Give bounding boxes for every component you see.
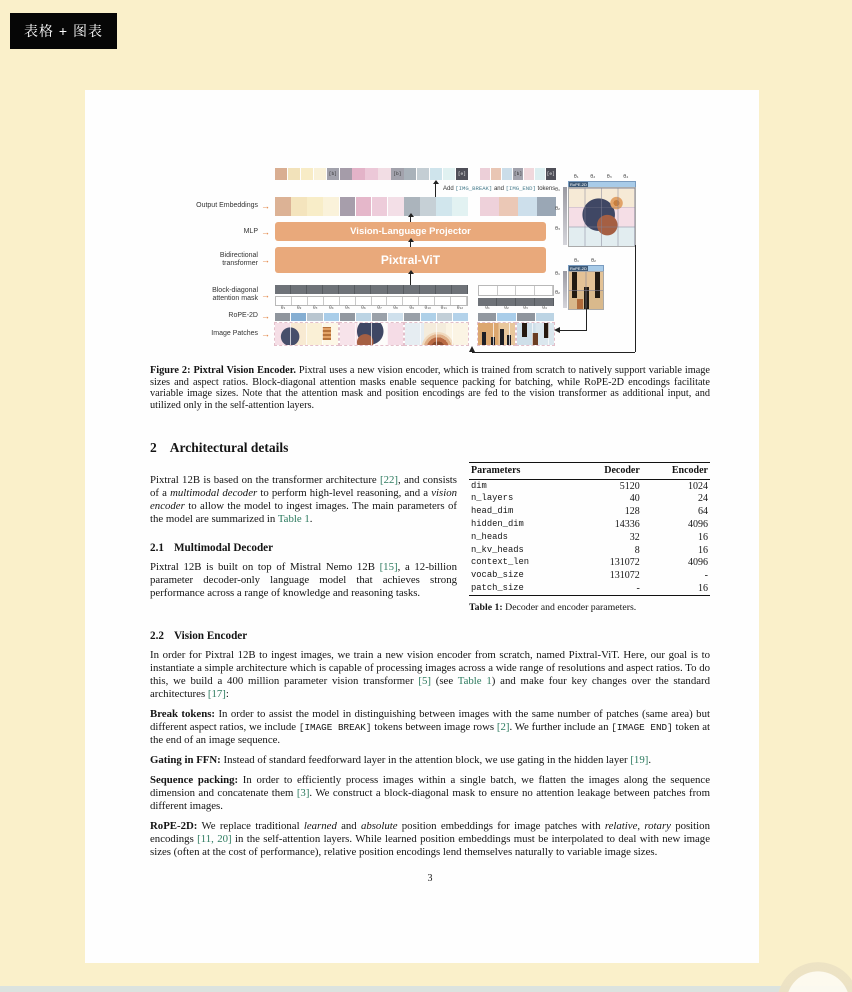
embedding-cell bbox=[372, 313, 387, 321]
embedding-cell bbox=[443, 168, 455, 180]
section-2-1-paragraph bbox=[150, 561, 457, 600]
text-segment: Table 1: bbox=[469, 601, 503, 613]
rope-theta-labels-left bbox=[275, 306, 468, 311]
mask-cell bbox=[403, 297, 419, 306]
gating-ffn-paragraph bbox=[150, 754, 710, 767]
embedding-cell bbox=[340, 197, 356, 216]
mini-grid-bottom-axis-bar bbox=[563, 271, 567, 308]
text-segment: . We further include an bbox=[509, 720, 612, 733]
mask-cell bbox=[356, 297, 372, 306]
theta-label: θ₆ bbox=[361, 306, 366, 311]
img-end-token: [e] bbox=[546, 168, 556, 180]
theta-label: θ₁ bbox=[554, 271, 561, 277]
floating-button-ghost[interactable] bbox=[777, 962, 852, 992]
citation-link[interactable]: Table 1 bbox=[457, 674, 492, 687]
mask-cell bbox=[291, 285, 307, 294]
param-value-cell: 16 bbox=[698, 544, 708, 556]
theta-label: θ₁ bbox=[485, 306, 490, 311]
table-row bbox=[469, 493, 710, 506]
param-value-cell: 4096 bbox=[688, 557, 708, 569]
text-segment: absolute bbox=[360, 819, 398, 832]
attention-mask-left bbox=[275, 285, 468, 308]
mask-cell bbox=[276, 297, 292, 306]
param-value-cell: 32 bbox=[629, 531, 640, 543]
text-segment: Decoder and encoder parameters. bbox=[502, 601, 637, 613]
paper-content bbox=[85, 160, 759, 884]
mask-cell bbox=[535, 298, 554, 307]
param-value-cell: 40 bbox=[629, 493, 640, 505]
right-arrow-icon: → bbox=[261, 329, 270, 339]
image-patch-arc-orange bbox=[405, 323, 468, 345]
right-arrow-icon: → bbox=[261, 201, 270, 211]
citation-link[interactable]: [15] bbox=[379, 561, 398, 574]
text-segment: position encodings bbox=[150, 819, 710, 845]
embedding-cell bbox=[340, 313, 355, 321]
theta-label: θ₁ bbox=[280, 306, 286, 311]
embedding-group-1 bbox=[275, 197, 468, 216]
param-name-cell: dim bbox=[471, 480, 487, 491]
citation-link[interactable]: [17] bbox=[207, 687, 226, 700]
text-segment: [IMAGE BREAK] bbox=[298, 721, 372, 733]
embedding-cell bbox=[352, 168, 364, 180]
mask-cell bbox=[387, 297, 403, 306]
output-embeddings-strip bbox=[275, 197, 556, 216]
param-name-cell: hidden_dim bbox=[471, 519, 524, 529]
mask-row-light bbox=[275, 296, 468, 307]
text-segment: Instead of standard feedforward layer in the attention block, we use gating in the hidden layer bbox=[220, 754, 631, 767]
param-value-cell: 1024 bbox=[688, 480, 708, 492]
theta-label: θ₂ bbox=[590, 174, 596, 180]
mask-cell bbox=[339, 285, 355, 294]
embedding-cell bbox=[323, 197, 339, 216]
mask-cell bbox=[371, 285, 387, 294]
pixtral-vit-box: Pixtral-ViT bbox=[275, 247, 546, 273]
img-end-token: [e] bbox=[456, 168, 468, 180]
text-segment: tokens between image rows bbox=[371, 720, 497, 733]
text-segment: to perform high-level reasoning, and a bbox=[257, 486, 432, 499]
embedding-cell bbox=[452, 197, 468, 216]
mask-cell bbox=[323, 285, 339, 294]
theta-label: θ₄ bbox=[623, 174, 629, 180]
mask-row-dark bbox=[275, 285, 468, 294]
param-name-cell: vocab_size bbox=[471, 570, 524, 581]
text-segment: ) and make four key changes over the standard architectures bbox=[150, 674, 711, 700]
mask-cell bbox=[478, 298, 497, 307]
param-value-cell: 131072 bbox=[609, 557, 640, 569]
connector-line bbox=[472, 352, 635, 353]
sequence-packing-paragraph bbox=[150, 774, 710, 813]
embedding-cell bbox=[324, 313, 339, 321]
mini-grid-top-rope-bar: RoPE-2D bbox=[568, 181, 636, 188]
embedding-cell bbox=[524, 168, 534, 180]
text-segment: Break tokens: bbox=[150, 707, 216, 720]
text-segment: relative bbox=[604, 819, 638, 832]
mask-cell bbox=[340, 297, 356, 306]
section-2-2-intro-paragraph bbox=[150, 649, 710, 701]
theta-label: θ₇ bbox=[377, 306, 382, 311]
mask-cell bbox=[516, 298, 535, 307]
bottom-strip bbox=[0, 986, 852, 992]
break-tokens-paragraph bbox=[150, 708, 710, 748]
text-segment: Add bbox=[443, 186, 456, 192]
text-segment: In order to assist the model in distinguishing between images with the same number of patches (same area) but different aspect ratios, we include bbox=[150, 707, 710, 733]
mini-grid-bottom-rope-bar: RoPE-2D bbox=[568, 265, 604, 272]
section-2-heading: 2 Architectural details bbox=[150, 439, 289, 455]
text-segment: [IMG_END] bbox=[505, 185, 536, 192]
embedding-cell bbox=[517, 313, 535, 321]
param-value-cell: 5120 bbox=[619, 480, 640, 492]
rope-2d-paragraph bbox=[150, 820, 710, 859]
table-1 bbox=[469, 462, 710, 596]
mini-grid-histogram-image bbox=[568, 271, 604, 310]
param-name-cell: n_layers bbox=[471, 493, 514, 504]
output-token-strip bbox=[275, 168, 556, 180]
right-arrow-icon: → bbox=[261, 255, 270, 265]
param-value-cell: - bbox=[636, 582, 640, 594]
table-row bbox=[469, 505, 710, 518]
add-tokens-annotation bbox=[443, 185, 555, 192]
mini-grid-top-row-labels bbox=[553, 187, 562, 245]
embedding-cell bbox=[365, 168, 377, 180]
text-segment: token at the end of an image sequence. bbox=[150, 720, 711, 747]
theta-label: θ₃ bbox=[554, 225, 561, 232]
text-segment: In order for Pixtral 12B to ingest images, we train a new vision encoder from scratch, named Pixtral-ViT. Here, our goal is to instantiate a simple architecture which is capable of processing images across a wide range of resolutions and aspect ratios. To do this, we build a 400 million parameter vision transformer bbox=[150, 648, 710, 687]
embedding-cell bbox=[275, 313, 290, 321]
mask-cell bbox=[355, 285, 371, 294]
mask-cell bbox=[420, 285, 436, 294]
mask-cell bbox=[479, 286, 498, 295]
vision-language-projector-box: Vision-Language Projector bbox=[275, 222, 546, 241]
param-value-cell: 24 bbox=[698, 493, 708, 505]
rope-strip-left bbox=[275, 313, 468, 321]
citation-link[interactable]: [11, 20] bbox=[197, 832, 232, 845]
page-number: 3 bbox=[427, 872, 433, 884]
right-arrow-icon: → bbox=[261, 290, 270, 300]
embedding-cell bbox=[535, 168, 545, 180]
param-value-cell: 8 bbox=[634, 544, 640, 556]
connector-arrowhead-up bbox=[469, 346, 475, 352]
embedding-cell bbox=[502, 168, 512, 180]
rope-strip-right bbox=[478, 313, 554, 321]
theta-label: θ₉ bbox=[409, 306, 414, 311]
mask-cell bbox=[451, 297, 467, 306]
figure-label-attention-mask: Block-diagonal attention mask → bbox=[212, 287, 270, 302]
param-value-cell: 128 bbox=[624, 506, 640, 518]
embedding-cell bbox=[417, 168, 429, 180]
embedding-cell bbox=[430, 168, 442, 180]
text-segment: tokens bbox=[535, 186, 556, 192]
theta-label: θ₁ bbox=[573, 174, 579, 180]
text-segment: (see bbox=[430, 674, 458, 687]
param-name-cell: n_kv_heads bbox=[471, 544, 524, 555]
mini-grid-top-col-labels bbox=[568, 174, 634, 180]
param-value-cell: 14336 bbox=[614, 519, 640, 530]
mask-cell bbox=[308, 297, 324, 306]
theta-label: θ₄ bbox=[328, 306, 334, 311]
embedding-cell bbox=[420, 197, 436, 216]
token-group-2 bbox=[480, 168, 556, 180]
figure-label-output-embeddings: Output Embeddings → bbox=[196, 201, 270, 211]
text-segment: [IMG_BREAK] bbox=[455, 185, 493, 192]
table-header: Parameters bbox=[471, 465, 521, 477]
text-segment: Pixtral uses a new vision encoder, which is trained from scratch to natively support variable image sizes and aspect ratios. Block-diagonal attention masks enable sequence packing for batching, while RoPE-2D encodings facilitate variable image sizes. Note that the attention mask and position encodings are fed to the vision transformer as additional input, and utilized only in the self-attention layers. bbox=[150, 365, 710, 412]
theta-label: θ₁₁ bbox=[440, 306, 447, 311]
mask-cell bbox=[436, 285, 452, 294]
text-segment: . bbox=[648, 754, 652, 767]
mini-grid-top-axis-bar bbox=[563, 187, 567, 245]
section-2-paragraph bbox=[150, 474, 457, 526]
embedding-cell bbox=[436, 197, 452, 216]
embedding-cell bbox=[536, 313, 554, 321]
text-column bbox=[150, 468, 457, 613]
param-value-cell: 16 bbox=[698, 531, 708, 543]
theta-label: θ₃ bbox=[312, 306, 318, 311]
embedding-cell bbox=[453, 313, 468, 321]
text-segment: rotary bbox=[644, 819, 671, 832]
embedding-cell bbox=[291, 313, 306, 321]
embedding-cell bbox=[388, 313, 403, 321]
param-value-cell: - bbox=[704, 570, 708, 582]
figure-label-bidirectional-transformer: Bidirectional transformer → bbox=[219, 252, 270, 267]
embedding-cell bbox=[356, 197, 372, 216]
mini-grid-pie-image bbox=[568, 187, 636, 247]
image-patch-hist-blue bbox=[517, 323, 554, 345]
mask-row-dark bbox=[478, 298, 554, 307]
mask-cell bbox=[388, 285, 404, 294]
theta-label: θ₂ bbox=[296, 306, 302, 311]
table-header: Decoder bbox=[604, 465, 640, 477]
param-name-cell: patch_size bbox=[471, 582, 524, 593]
text-segment: multimodal decoder bbox=[170, 486, 258, 499]
mask-cell bbox=[535, 286, 554, 295]
mask-cell bbox=[404, 285, 420, 294]
img-break-token: [b] bbox=[327, 168, 339, 180]
embedding-cell bbox=[288, 168, 300, 180]
text-segment: Pixtral 12B is built on top of Mistral Nemo 12B bbox=[150, 561, 380, 574]
embedding-cell bbox=[275, 197, 291, 216]
mask-cell bbox=[292, 297, 308, 306]
text-segment: position embeddings for image patches with bbox=[397, 819, 605, 832]
text-segment: We replace traditional bbox=[197, 819, 304, 832]
embedding-cell bbox=[291, 197, 307, 216]
two-column-block bbox=[150, 465, 710, 613]
theta-label: θ₂ bbox=[504, 306, 509, 311]
theta-label: θ₅ bbox=[345, 306, 350, 311]
mask-cell bbox=[307, 285, 323, 294]
theta-label: θ₁ bbox=[554, 187, 561, 193]
embedding-cell bbox=[388, 197, 404, 216]
embedding-cell bbox=[340, 168, 352, 180]
text-segment: Figure 2: Pixtral Vision Encoder. bbox=[150, 365, 296, 376]
citation-link[interactable]: [19] bbox=[630, 754, 649, 767]
text-segment: and bbox=[336, 819, 361, 832]
embedding-cell bbox=[404, 168, 416, 180]
embedding-cell bbox=[437, 313, 452, 321]
section-2-2-heading: 2.2 Vision Encoder bbox=[150, 629, 248, 642]
text-segment: to allow the model to ingest images. The main parameters of the model are summarized in bbox=[150, 499, 457, 525]
image-patch-pie-cream bbox=[275, 323, 338, 345]
text-segment: Pixtral 12B is based on the transformer architecture bbox=[150, 473, 380, 486]
theta-label: θ₁ bbox=[573, 258, 580, 264]
param-value-cell: 64 bbox=[698, 506, 708, 518]
up-arrow-icon bbox=[435, 184, 436, 197]
param-name-cell: context_len bbox=[471, 557, 530, 568]
text-segment: , bbox=[637, 819, 645, 832]
text-segment: learned bbox=[303, 819, 337, 832]
embedding-cell bbox=[301, 168, 313, 180]
theta-label: θ₃ bbox=[606, 174, 612, 180]
image-patch-hist-tan bbox=[478, 323, 515, 345]
embedding-cell bbox=[491, 168, 501, 180]
text-segment: Sequence packing: bbox=[150, 774, 239, 787]
embedding-cell bbox=[372, 197, 388, 216]
embedding-cell bbox=[314, 168, 326, 180]
img-break-token: [b] bbox=[513, 168, 523, 180]
table-row bbox=[469, 569, 710, 582]
table-row bbox=[469, 479, 710, 492]
embedding-cell bbox=[275, 168, 287, 180]
text-segment: . bbox=[309, 512, 313, 525]
text-segment: [IMAGE END] bbox=[611, 721, 673, 733]
text-segment: , a 12-billion parameter decoder-only language model that achieves strong performance across a range of knowledge and reasoning tasks. bbox=[150, 561, 457, 600]
theta-label: θ₁₀ bbox=[424, 306, 431, 311]
image-patches-right bbox=[478, 323, 554, 345]
theta-label: θ₂ bbox=[590, 258, 597, 264]
mask-cell bbox=[324, 297, 340, 306]
table-row bbox=[469, 557, 710, 570]
text-segment: and bbox=[492, 186, 506, 192]
overlay-tag: 表格 + 图表 bbox=[10, 13, 117, 49]
figure-label-mlp: MLP → bbox=[243, 226, 270, 237]
mask-cell bbox=[516, 286, 535, 295]
right-arrow-icon: → bbox=[261, 226, 270, 237]
text-segment: Gating in FFN: bbox=[150, 754, 221, 767]
text-segment: In order to efficiently process images within a single batch, we flatten the images along the sequence dimension and concatenate them bbox=[150, 774, 710, 800]
right-arrow-icon: → bbox=[261, 311, 270, 321]
theta-label: θ₄ bbox=[542, 306, 547, 311]
mask-row-light bbox=[478, 285, 554, 296]
table-header: Encoder bbox=[671, 465, 708, 477]
up-arrow-icon bbox=[410, 274, 411, 285]
embedding-group-2 bbox=[480, 197, 556, 216]
table-row bbox=[469, 518, 710, 531]
paper-page bbox=[85, 90, 759, 963]
mask-cell bbox=[419, 297, 435, 306]
embedding-cell bbox=[518, 197, 537, 216]
embedding-cell bbox=[307, 313, 322, 321]
theta-label: θ₁₂ bbox=[456, 306, 464, 311]
theta-label: θ₃ bbox=[523, 306, 528, 311]
table-row bbox=[469, 531, 710, 544]
citation-link[interactable]: [2] bbox=[496, 720, 510, 733]
citation-link[interactable]: [3] bbox=[296, 787, 310, 800]
mask-cell bbox=[497, 298, 516, 307]
figure-label-image-patches: Image Patches → bbox=[211, 329, 270, 339]
embedding-cell bbox=[480, 197, 499, 216]
token-group-1 bbox=[275, 168, 468, 180]
rope-theta-labels-right bbox=[478, 306, 554, 311]
embedding-cell bbox=[404, 313, 419, 321]
citation-link[interactable]: [5] bbox=[418, 674, 431, 687]
mini-grid-bottom-row-labels bbox=[553, 271, 562, 308]
embedding-cell bbox=[480, 168, 490, 180]
param-value-cell: 131072 bbox=[609, 570, 640, 582]
param-value-cell: 16 bbox=[698, 582, 708, 594]
connector-line bbox=[635, 245, 636, 352]
table-row bbox=[469, 582, 710, 595]
param-name-cell: head_dim bbox=[471, 506, 514, 517]
embedding-cell bbox=[497, 313, 515, 321]
image-patches-left bbox=[275, 323, 468, 345]
text-segment: , and consists of a bbox=[150, 473, 457, 499]
table-1-caption bbox=[469, 602, 710, 613]
theta-label: θ₈ bbox=[393, 306, 398, 311]
theta-label: θ₂ bbox=[554, 206, 561, 213]
embedding-cell bbox=[356, 313, 371, 321]
embedding-cell bbox=[478, 313, 496, 321]
param-value-cell: 4096 bbox=[688, 519, 708, 530]
citation-link[interactable]: Table 1 bbox=[277, 512, 310, 525]
table-column bbox=[469, 462, 710, 613]
figure-label-rope-2d: RoPE-2D → bbox=[228, 311, 270, 321]
embedding-cell bbox=[499, 197, 518, 216]
embedding-cell bbox=[421, 313, 436, 321]
figure-2-diagram bbox=[150, 160, 710, 356]
text-segment: RoPE-2D: bbox=[150, 819, 198, 832]
param-name-cell: n_heads bbox=[471, 531, 508, 542]
embedding-cell bbox=[307, 197, 323, 216]
img-break-token: [b] bbox=[391, 168, 403, 180]
table-row bbox=[469, 544, 710, 557]
text-segment: : bbox=[225, 687, 229, 700]
image-patch-pie-dark bbox=[340, 323, 403, 345]
connector-arrowhead-left bbox=[554, 327, 560, 333]
mini-grid-bottom-col-labels bbox=[568, 258, 602, 264]
connector-line bbox=[586, 308, 587, 330]
mask-cell bbox=[498, 286, 517, 295]
section-2-1-heading: 2.1 Multimodal Decoder bbox=[150, 542, 274, 555]
attention-mask-right bbox=[478, 285, 554, 308]
text-segment: . We construct a block-diagonal mask to ensure no attention leakage between patches from different images. bbox=[150, 787, 710, 813]
text-segment: in the self-attention layers. While learned position embeddings must be interpolated to deal with new image sizes (often at the cost of performance), relative position encodings lend themselves naturally to variable image sizes. bbox=[150, 832, 710, 858]
figure-caption bbox=[150, 365, 710, 412]
mask-cell bbox=[275, 285, 291, 294]
mask-cell bbox=[452, 285, 468, 294]
theta-label: θ₂ bbox=[554, 289, 561, 296]
citation-link[interactable]: [22] bbox=[379, 473, 398, 486]
embedding-cell bbox=[378, 168, 390, 180]
text-segment: vision encoder bbox=[150, 486, 457, 512]
connector-line bbox=[560, 330, 587, 331]
mask-cell bbox=[372, 297, 388, 306]
mask-cell bbox=[435, 297, 451, 306]
